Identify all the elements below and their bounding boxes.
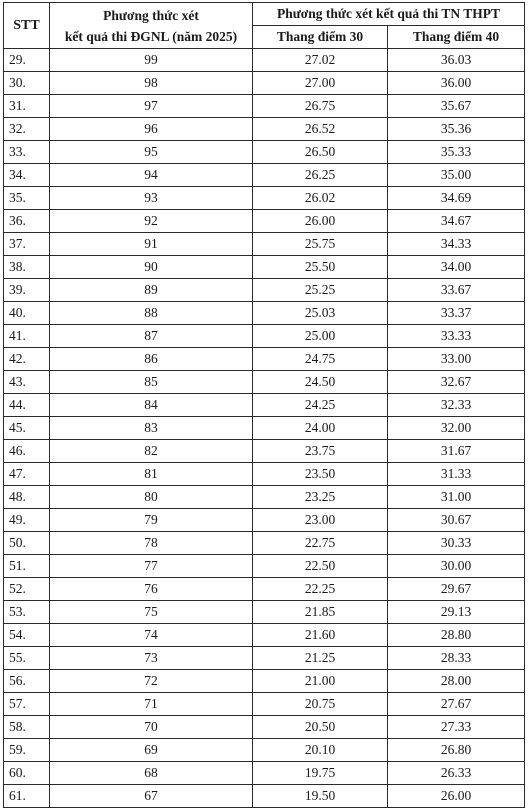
dgnl-score-cell: 90 [50, 256, 253, 279]
stt-cell: 34. [4, 164, 50, 187]
table-row [4, 762, 525, 785]
dgnl-score-cell: 72 [50, 670, 253, 693]
scale-40-cell: 33.67 [388, 279, 525, 302]
header-scale-40: Thang điểm 40 [388, 26, 525, 49]
scale-40-cell: 30.00 [388, 555, 525, 578]
table-row [4, 532, 525, 555]
scale-30-cell: 21.00 [253, 670, 388, 693]
dgnl-score-cell: 86 [50, 348, 253, 371]
scale-30-cell: 25.50 [253, 256, 388, 279]
dgnl-score-cell: 93 [50, 187, 253, 210]
scale-30-cell: 26.50 [253, 141, 388, 164]
scale-30-cell: 19.75 [253, 762, 388, 785]
table-row [4, 624, 525, 647]
scale-30-cell: 21.85 [253, 601, 388, 624]
table-row [4, 417, 525, 440]
dgnl-score-cell: 96 [50, 118, 253, 141]
dgnl-score-cell: 91 [50, 233, 253, 256]
scale-30-cell: 25.00 [253, 325, 388, 348]
dgnl-score-cell: 74 [50, 624, 253, 647]
table-row [4, 348, 525, 371]
dgnl-score-cell: 97 [50, 95, 253, 118]
scale-40-cell: 27.67 [388, 693, 525, 716]
stt-cell: 58. [4, 716, 50, 739]
scale-40-cell: 28.33 [388, 647, 525, 670]
header-scale-30: Thang điểm 30 [253, 26, 388, 49]
scale-40-cell: 31.33 [388, 463, 525, 486]
scale-30-cell: 26.00 [253, 210, 388, 233]
table-row [4, 693, 525, 716]
scale-40-cell: 35.67 [388, 95, 525, 118]
scale-30-cell: 23.00 [253, 509, 388, 532]
dgnl-score-cell: 68 [50, 762, 253, 785]
dgnl-score-cell: 94 [50, 164, 253, 187]
table-header [4, 3, 525, 49]
table-row [4, 95, 525, 118]
stt-cell: 41. [4, 325, 50, 348]
scale-30-cell: 24.00 [253, 417, 388, 440]
stt-cell: 55. [4, 647, 50, 670]
dgnl-score-cell: 76 [50, 578, 253, 601]
table-row [4, 670, 525, 693]
stt-cell: 38. [4, 256, 50, 279]
stt-cell: 36. [4, 210, 50, 233]
table-row [4, 440, 525, 463]
scale-40-cell: 31.67 [388, 440, 525, 463]
dgnl-score-cell: 88 [50, 302, 253, 325]
stt-cell: 39. [4, 279, 50, 302]
stt-cell: 46. [4, 440, 50, 463]
header-dgnl [50, 3, 253, 49]
table-body [4, 49, 525, 808]
scale-40-cell: 35.36 [388, 118, 525, 141]
scale-40-cell: 32.67 [388, 371, 525, 394]
table-row [4, 187, 525, 210]
stt-cell: 37. [4, 233, 50, 256]
stt-cell: 51. [4, 555, 50, 578]
scale-40-cell: 26.00 [388, 785, 525, 808]
dgnl-score-cell: 78 [50, 532, 253, 555]
stt-cell: 56. [4, 670, 50, 693]
table-row [4, 739, 525, 762]
stt-cell: 44. [4, 394, 50, 417]
table-row [4, 509, 525, 532]
scale-40-cell: 34.69 [388, 187, 525, 210]
scale-40-cell: 35.00 [388, 164, 525, 187]
scale-40-cell: 30.33 [388, 532, 525, 555]
scale-30-cell: 26.25 [253, 164, 388, 187]
dgnl-score-cell: 75 [50, 601, 253, 624]
stt-cell: 43. [4, 371, 50, 394]
scale-40-cell: 29.13 [388, 601, 525, 624]
dgnl-score-cell: 71 [50, 693, 253, 716]
table-row [4, 302, 525, 325]
scale-30-cell: 22.50 [253, 555, 388, 578]
scale-40-cell: 26.80 [388, 739, 525, 762]
dgnl-score-cell: 69 [50, 739, 253, 762]
table-row [4, 463, 525, 486]
table-row [4, 578, 525, 601]
scale-40-cell: 34.33 [388, 233, 525, 256]
scale-30-cell: 26.02 [253, 187, 388, 210]
table-row [4, 72, 525, 95]
scale-30-cell: 22.25 [253, 578, 388, 601]
table-row [4, 486, 525, 509]
stt-cell: 60. [4, 762, 50, 785]
stt-cell: 61. [4, 785, 50, 808]
stt-cell: 33. [4, 141, 50, 164]
scale-30-cell: 23.25 [253, 486, 388, 509]
scale-30-cell: 25.03 [253, 302, 388, 325]
dgnl-score-cell: 87 [50, 325, 253, 348]
table-row [4, 210, 525, 233]
stt-cell: 29. [4, 49, 50, 72]
table-row [4, 785, 525, 808]
stt-cell: 35. [4, 187, 50, 210]
scale-30-cell: 22.75 [253, 532, 388, 555]
table-row [4, 325, 525, 348]
stt-cell: 42. [4, 348, 50, 371]
dgnl-score-cell: 83 [50, 417, 253, 440]
scale-30-cell: 20.75 [253, 693, 388, 716]
dgnl-score-cell: 77 [50, 555, 253, 578]
scale-40-cell: 34.67 [388, 210, 525, 233]
stt-cell: 54. [4, 624, 50, 647]
header-thpt-group: Phương thức xét kết quả thi TN THPT [253, 3, 525, 26]
dgnl-score-cell: 80 [50, 486, 253, 509]
table-row [4, 601, 525, 624]
scale-40-cell: 30.67 [388, 509, 525, 532]
dgnl-score-cell: 92 [50, 210, 253, 233]
scale-30-cell: 23.75 [253, 440, 388, 463]
table-row [4, 256, 525, 279]
header-dgnl-line2: kết quả thi ĐGNL (năm 2025) [64, 28, 238, 44]
scale-30-cell: 24.50 [253, 371, 388, 394]
scale-40-cell: 35.33 [388, 141, 525, 164]
stt-cell: 47. [4, 463, 50, 486]
dgnl-score-cell: 70 [50, 716, 253, 739]
scale-40-cell: 26.33 [388, 762, 525, 785]
dgnl-score-cell: 73 [50, 647, 253, 670]
dgnl-score-cell: 99 [50, 49, 253, 72]
scale-40-cell: 32.33 [388, 394, 525, 417]
table-row [4, 555, 525, 578]
scale-30-cell: 19.50 [253, 785, 388, 808]
scale-40-cell: 33.00 [388, 348, 525, 371]
dgnl-score-cell: 82 [50, 440, 253, 463]
table-row [4, 279, 525, 302]
scale-40-cell: 34.00 [388, 256, 525, 279]
scale-30-cell: 24.75 [253, 348, 388, 371]
table-row [4, 49, 525, 72]
dgnl-score-cell: 98 [50, 72, 253, 95]
scale-40-cell: 32.00 [388, 417, 525, 440]
table-row [4, 716, 525, 739]
scale-40-cell: 31.00 [388, 486, 525, 509]
dgnl-score-cell: 84 [50, 394, 253, 417]
dgnl-score-cell: 67 [50, 785, 253, 808]
table-row [4, 164, 525, 187]
table-row [4, 647, 525, 670]
table-row [4, 371, 525, 394]
scale-30-cell: 23.50 [253, 463, 388, 486]
scale-40-cell: 36.03 [388, 49, 525, 72]
table-row [4, 394, 525, 417]
stt-cell: 50. [4, 532, 50, 555]
scale-30-cell: 27.00 [253, 72, 388, 95]
scale-40-cell: 28.00 [388, 670, 525, 693]
scale-30-cell: 21.25 [253, 647, 388, 670]
scale-30-cell: 21.60 [253, 624, 388, 647]
scale-30-cell: 27.02 [253, 49, 388, 72]
scale-40-cell: 36.00 [388, 72, 525, 95]
stt-cell: 59. [4, 739, 50, 762]
stt-cell: 48. [4, 486, 50, 509]
stt-cell: 49. [4, 509, 50, 532]
dgnl-score-cell: 81 [50, 463, 253, 486]
dgnl-score-cell: 85 [50, 371, 253, 394]
scale-30-cell: 26.52 [253, 118, 388, 141]
header-stt: STT [4, 3, 50, 49]
score-conversion-table [3, 2, 525, 808]
table-row [4, 233, 525, 256]
table-row [4, 141, 525, 164]
scale-30-cell: 20.10 [253, 739, 388, 762]
scale-40-cell: 28.80 [388, 624, 525, 647]
stt-cell: 32. [4, 118, 50, 141]
scale-40-cell: 29.67 [388, 578, 525, 601]
scale-30-cell: 20.50 [253, 716, 388, 739]
stt-cell: 31. [4, 95, 50, 118]
scale-30-cell: 24.25 [253, 394, 388, 417]
stt-cell: 52. [4, 578, 50, 601]
stt-cell: 53. [4, 601, 50, 624]
scale-40-cell: 33.37 [388, 302, 525, 325]
stt-cell: 30. [4, 72, 50, 95]
table-row [4, 118, 525, 141]
scale-30-cell: 26.75 [253, 95, 388, 118]
dgnl-score-cell: 89 [50, 279, 253, 302]
scale-40-cell: 27.33 [388, 716, 525, 739]
scale-40-cell: 33.33 [388, 325, 525, 348]
scale-30-cell: 25.25 [253, 279, 388, 302]
stt-cell: 57. [4, 693, 50, 716]
stt-cell: 45. [4, 417, 50, 440]
scale-30-cell: 25.75 [253, 233, 388, 256]
stt-cell: 40. [4, 302, 50, 325]
dgnl-score-cell: 79 [50, 509, 253, 532]
header-dgnl-line1: Phương thức xét [103, 7, 199, 23]
dgnl-score-cell: 95 [50, 141, 253, 164]
